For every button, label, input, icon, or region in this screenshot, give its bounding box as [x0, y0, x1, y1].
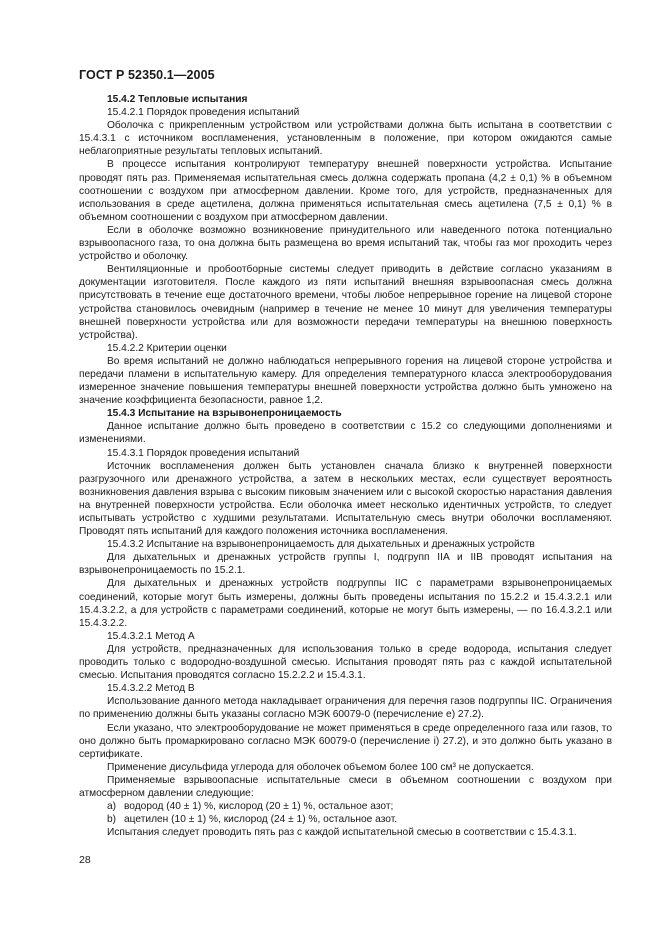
paragraph: Для дыхательных и дренажных устройств подгруппы IIC с параметрами взрывонепроницаемых соединений, которые могут быть измерены, должны быть проведены испытания по 15.2.2 и 15.4.3.2.1 или 15.4.3.2.2, а для устройств с параметрами соединений, которые не могут быть измерены, — по 16.4.3.2.1 или 15.4.3.2.2.: [79, 578, 612, 629]
paragraph: Если в оболочке возможно возникновение принудительного или наведенного потока потенциально взрывоопасного газа, то она должна быть размещена во время испытаний так, чтобы газ мог проходить через устройство и оболочку.: [79, 224, 612, 263]
paragraph: 15.4.3.2.1 Метод А: [107, 630, 195, 642]
paragraph: Для устройств, предназначенных для использования только в среде водорода, испытания следует проводить только с водородно-воздушной смесью. Испытания проводят пять раз с каждой испытательной смесью. Испытания проводятся согласно 15.2.2.2 и 15.4.3.1.: [79, 643, 612, 682]
list-item: [79, 813, 612, 826]
paragraph: Если указано, что электрооборудование не может применяться в среде определенного газа или газов, то оно должно быть промаркировано согласно МЭК 60079-0 (перечисление i) 27.2), и это должно быть указано в сертификате.: [79, 722, 612, 760]
list-item: [79, 800, 612, 813]
section-heading: 15.4.2 Тепловые испытания: [107, 94, 248, 105]
list-marker: a): [107, 801, 117, 813]
document-header: ГОСТ Р 52350.1—2005: [79, 68, 215, 82]
paragraph: Источник воспламенения должен быть установлен сначала близко к внутренней поверхности разгрузочного или дренажного устройства, а затем в нескольких местах, если существует вероятность возникновения давления взрыва с высоким пиковым значением или с высокой скоростью нарастания давления на внутренней поверхности устройства. Если оболочка имеет несколько идентичных устройств, то следует испытывать устройство с худшими результатами. Испытательную смесь внутри оболочки воспламеняют. Проводят пять испытаний для каждого положения источника воспламенения.: [79, 460, 612, 538]
list-item-text: ацетилен (10 ± 1) %, кислород (24 ± 1) %, остальное азот.: [124, 814, 398, 826]
paragraph: Использование данного метода накладывает ограничения для перечня газов подгруппы IIC. Ограничения по применению должны быть указаны согласно МЭК 60079-0 (перечисление е) 27.2).: [79, 696, 612, 721]
list-item-text: водород (40 ± 1) %, кислород (20 ± 1) %, остальное азот;: [124, 801, 394, 813]
section-heading: 15.4.3 Испытание на взрывонепроницаемость: [107, 408, 342, 420]
list-marker: b): [107, 814, 117, 826]
paragraph: 15.4.2.1 Порядок проведения испытаний: [107, 107, 300, 119]
page-number: 28: [79, 854, 91, 866]
paragraph: 15.4.3.1 Порядок проведения испытаний: [107, 447, 300, 459]
paragraph: Для дыхательных и дренажных устройств группы I, подгрупп IIA и IIB проводят испытания на взрывонепроницаемость по 15.2.1.: [79, 552, 612, 577]
paragraph: Применение дисульфида углерода для оболочек объемом более 100 см³ не допускается.: [107, 761, 534, 773]
paragraph: 15.4.2.2 Критерии оценки: [107, 342, 227, 354]
paragraph: 15.4.3.2.2 Метод В: [107, 683, 195, 695]
paragraph: 15.4.3.2 Испытание на взрывонепроницаемость для дыхательных и дренажных устройств: [107, 539, 535, 551]
paragraph: Испытания следует проводить пять раз с каждой испытательной смесью в соответствии с 15.4.3.1.: [107, 827, 577, 839]
paragraph: Применяемые взрывоопасные испытательные смеси в объемном соотношении с воздухом при атмосферном давлении следующие:: [79, 774, 612, 799]
paragraph: Оболочка с прикрепленным устройством или устройствами должна быть испытана в соответствии с 15.4.3.1 с источником воспламенения, установленным в положение, при котором ожидаются самые неблагоприятные результаты тепловых испытаний.: [79, 120, 612, 158]
paragraph: Данное испытание должно быть проведено в соответствии с 15.2 со следующими дополнениями и изменениями.: [79, 421, 612, 446]
paragraph: Во время испытаний не должно наблюдаться непрерывного горения на лицевой стороне устройства и передачи пламени в испытательную камеру. Для определения температурного класса электрооборудования измеренное значение повышения температуры внешней поверхности устройства должно быть умножено на значение коэффициента безопасности, равное 1,2.: [79, 355, 612, 407]
document-body: [79, 93, 612, 839]
paragraph: В процессе испытания контролируют температуру внешней поверхности устройства. Испытание проводят пять раз. Применяемая испытательная смесь должна содержать пропана (4,2 ± 0,1) % в объемном соотношении с воздухом при атмосферном давлении. Кроме того, для устройств, предназначенных для использования в среде ацетилена, должна применяться испытательная смесь ацетилена (7,5 ± 0,1) % в объемном соотношении с воздухом при атмосферном давлении.: [79, 159, 612, 223]
paragraph: Вентиляционные и пробоотборные системы следует приводить в действие согласно указаниям в документации изготовителя. После каждого из пяти испытаний внешняя взрывоопасная смесь должна присутствовать в течение еще достаточного времени, чтобы любое непрерывное горение на лицевой стороне устройства становилось очевидным (например в течение не менее 10 минут для увеличения температуры внешней поверхности устройства или для возможности передачи температуры на внешнюю поверхность устройства).: [79, 264, 612, 341]
